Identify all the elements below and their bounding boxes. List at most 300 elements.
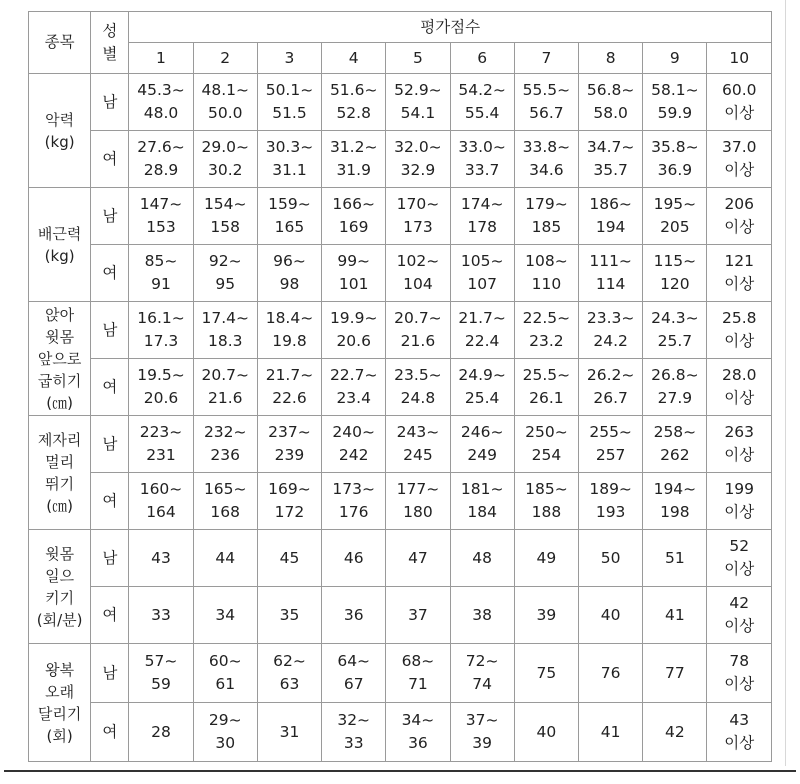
score-range-cell — [386, 587, 450, 644]
table-row — [29, 188, 772, 245]
score-range-value: 51.6~ 52.8 — [329, 81, 378, 122]
score-range-cell — [257, 359, 321, 416]
event-name: 배근력 (kg) — [37, 224, 82, 265]
score-range-cell — [257, 703, 321, 762]
gender-label: 남 — [102, 206, 118, 225]
score-range-value: 165~ 168 — [203, 480, 247, 521]
score-range-value: 17.4~ 18.3 — [201, 309, 249, 350]
gender-cell — [91, 473, 129, 530]
score-range-value: 36 — [343, 605, 364, 624]
score-range-cell — [707, 473, 772, 530]
event-name-cell — [29, 302, 91, 416]
score-range-cell — [514, 587, 578, 644]
table-row — [29, 587, 772, 644]
event-name-cell — [29, 188, 91, 302]
score-range-cell — [386, 703, 450, 762]
score-range-value: 41 — [600, 722, 621, 741]
score-range-value: 19.9~ 20.6 — [329, 309, 378, 350]
score-range-value: 34.7~ 35.7 — [586, 138, 635, 179]
table-row — [29, 131, 772, 188]
gender-cell — [91, 416, 129, 473]
score-range-value: 52 이상 — [724, 537, 755, 578]
score-range-cell — [707, 188, 772, 245]
gender-label: 여 — [102, 263, 118, 282]
score-range-cell — [514, 416, 578, 473]
gender-cell — [91, 703, 129, 762]
score-range-cell — [450, 359, 514, 416]
score-range-value: 177~ 180 — [396, 480, 440, 521]
score-range-value: 169~ 172 — [268, 480, 311, 521]
score-range-cell — [129, 473, 193, 530]
score-range-value: 32.0~ 32.9 — [394, 138, 442, 179]
score-range-value: 19.5~ 20.6 — [137, 366, 185, 407]
score-range-cell — [707, 359, 772, 416]
score-range-cell — [322, 359, 386, 416]
score-range-value: 199 이상 — [724, 480, 755, 521]
score-range-cell — [386, 359, 450, 416]
score-header-10: 10 — [707, 43, 772, 74]
header-row-2 — [29, 43, 772, 74]
score-range-value: 246~ 249 — [460, 423, 504, 464]
score-range-cell — [386, 245, 450, 302]
score-range-value: 23.5~ 24.8 — [394, 366, 442, 407]
score-range-value: 240~ 242 — [332, 423, 375, 464]
score-range-cell — [322, 188, 386, 245]
gender-label: 여 — [102, 605, 118, 624]
score-range-value: 31.2~ 31.9 — [329, 138, 378, 179]
score-header-7: 7 — [514, 43, 578, 74]
score-range-value: 111~ 114 — [589, 252, 632, 293]
score-range-cell — [129, 74, 193, 131]
score-range-value: 179~ 185 — [525, 195, 568, 236]
score-range-value: 44 — [215, 548, 236, 567]
score-range-cell — [514, 302, 578, 359]
score-range-cell — [193, 188, 257, 245]
score-range-value: 26.2~ 26.7 — [586, 366, 635, 407]
score-range-cell — [579, 74, 643, 131]
score-range-value: 29.0~ 30.2 — [201, 138, 249, 179]
score-range-cell — [193, 359, 257, 416]
score-range-cell — [257, 473, 321, 530]
score-range-value: 34~ 36 — [401, 711, 435, 752]
score-range-value: 147~ 153 — [139, 195, 183, 236]
score-range-cell — [579, 530, 643, 587]
score-range-value: 21.7~ 22.6 — [265, 366, 314, 407]
score-range-cell — [514, 359, 578, 416]
table-row — [29, 703, 772, 762]
score-range-value: 96~ 98 — [273, 252, 306, 293]
score-range-cell — [450, 644, 514, 703]
score-range-value: 75 — [536, 663, 557, 682]
score-range-cell — [129, 644, 193, 703]
score-range-cell — [129, 530, 193, 587]
score-range-cell — [643, 188, 707, 245]
event-column-header: 종목 — [29, 12, 91, 74]
score-range-cell — [514, 703, 578, 762]
score-range-cell — [450, 530, 514, 587]
score-range-value: 50 — [600, 548, 621, 567]
score-range-value: 50.1~ 51.5 — [265, 81, 314, 122]
header-row-1 — [29, 12, 772, 43]
score-range-value: 39 — [536, 605, 557, 624]
table-row — [29, 644, 772, 703]
score-range-value: 57~ 59 — [144, 652, 178, 693]
score-range-value: 121 이상 — [724, 252, 755, 293]
bottom-rule — [4, 770, 796, 772]
score-range-value: 37 — [408, 605, 428, 624]
score-range-value: 108~ 110 — [525, 252, 568, 293]
score-range-value: 60~ 61 — [208, 652, 242, 693]
score-range-value: 46 — [343, 548, 364, 567]
score-range-value: 181~ 184 — [460, 480, 504, 521]
score-range-value: 174~ 178 — [460, 195, 504, 236]
score-range-cell — [129, 359, 193, 416]
gender-cell — [91, 74, 129, 131]
score-range-cell — [579, 416, 643, 473]
score-range-value: 263 이상 — [724, 423, 755, 464]
score-range-value: 38 — [472, 605, 493, 624]
event-name: 악력 (kg) — [44, 110, 75, 151]
score-range-value: 68~ 71 — [401, 652, 435, 693]
score-range-cell — [579, 302, 643, 359]
score-header-6: 6 — [450, 43, 514, 74]
table-row — [29, 416, 772, 473]
score-range-cell — [322, 416, 386, 473]
gender-cell — [91, 359, 129, 416]
score-range-value: 24.9~ 25.4 — [458, 366, 506, 407]
score-range-value: 31 — [279, 722, 300, 741]
score-range-value: 189~ 193 — [589, 480, 632, 521]
table-row — [29, 530, 772, 587]
score-range-cell — [386, 530, 450, 587]
score-range-cell — [257, 530, 321, 587]
score-range-cell — [193, 302, 257, 359]
score-range-value: 42 이상 — [724, 594, 755, 635]
score-range-cell — [193, 74, 257, 131]
score-range-cell — [386, 131, 450, 188]
score-range-cell — [322, 473, 386, 530]
score-range-value: 56.8~ 58.0 — [586, 81, 635, 122]
score-range-cell — [514, 131, 578, 188]
score-range-cell — [643, 302, 707, 359]
score-range-value: 195~ 205 — [653, 195, 697, 236]
score-range-cell — [386, 473, 450, 530]
table-row — [29, 302, 772, 359]
score-range-value: 42 — [665, 722, 685, 741]
score-range-value: 40 — [536, 722, 557, 741]
gender-label: 여 — [102, 149, 118, 168]
gender-label: 여 — [102, 377, 118, 396]
score-range-cell — [193, 703, 257, 762]
event-name-cell — [29, 74, 91, 188]
score-range-cell — [643, 587, 707, 644]
score-range-value: 35.8~ 36.9 — [651, 138, 699, 179]
score-range-cell — [514, 74, 578, 131]
score-range-cell — [322, 703, 386, 762]
score-range-value: 25.5~ 26.1 — [522, 366, 571, 407]
score-range-value: 92~ 95 — [208, 252, 242, 293]
score-header-1: 1 — [129, 43, 193, 74]
gender-cell — [91, 302, 129, 359]
gender-label: 남 — [102, 663, 118, 682]
gender-label: 여 — [102, 722, 118, 741]
score-range-value: 32~ 33 — [337, 711, 371, 752]
score-range-cell — [643, 74, 707, 131]
score-range-value: 20.7~ 21.6 — [394, 309, 442, 350]
score-range-value: 22.5~ 23.2 — [522, 309, 571, 350]
score-range-value: 49 — [536, 548, 557, 567]
score-header-4: 4 — [322, 43, 386, 74]
score-range-cell — [129, 703, 193, 762]
event-name-cell — [29, 644, 91, 762]
score-range-value: 255~ 257 — [589, 423, 632, 464]
score-range-cell — [514, 530, 578, 587]
score-range-value: 33.8~ 34.6 — [522, 138, 571, 179]
score-range-cell — [129, 245, 193, 302]
score-range-cell — [707, 245, 772, 302]
score-range-cell — [386, 188, 450, 245]
score-range-cell — [707, 530, 772, 587]
score-range-cell — [257, 644, 321, 703]
score-range-cell — [514, 188, 578, 245]
score-range-cell — [643, 359, 707, 416]
score-range-value: 40 — [600, 605, 621, 624]
score-range-value: 51 — [665, 548, 685, 567]
score-range-cell — [129, 587, 193, 644]
score-range-value: 77 — [665, 663, 685, 682]
score-range-value: 48 — [472, 548, 493, 567]
score-range-value: 22.7~ 23.4 — [329, 366, 378, 407]
score-range-value: 30.3~ 31.1 — [265, 138, 314, 179]
score-range-cell — [643, 703, 707, 762]
gender-column-header: 성 별 — [91, 12, 129, 74]
score-range-value: 206 이상 — [724, 195, 755, 236]
score-range-value: 186~ 194 — [589, 195, 632, 236]
event-name: 제자리 멀리 뛰기 (㎝) — [37, 430, 82, 515]
event-name: 윗몸 일으 키기 (회/분) — [36, 544, 83, 629]
score-range-value: 47 — [408, 548, 428, 567]
score-range-cell — [450, 587, 514, 644]
score-range-cell — [193, 473, 257, 530]
page-edge-line — [785, 0, 786, 766]
score-range-cell — [643, 245, 707, 302]
score-range-value: 35 — [279, 605, 300, 624]
event-name-cell — [29, 530, 91, 644]
score-range-cell — [386, 74, 450, 131]
score-range-value: 26.8~ 27.9 — [651, 366, 699, 407]
score-range-value: 18.4~ 19.8 — [265, 309, 314, 350]
score-range-cell — [643, 530, 707, 587]
score-range-value: 258~ 262 — [653, 423, 697, 464]
score-range-cell — [579, 359, 643, 416]
score-range-cell — [707, 703, 772, 762]
score-range-value: 21.7~ 22.4 — [458, 309, 506, 350]
score-range-cell — [193, 416, 257, 473]
score-range-value: 52.9~ 54.1 — [394, 81, 442, 122]
table-row — [29, 473, 772, 530]
score-range-cell — [129, 416, 193, 473]
score-range-value: 33 — [151, 605, 171, 624]
score-range-cell — [579, 245, 643, 302]
score-range-value: 60.0 이상 — [721, 81, 757, 122]
score-range-cell — [322, 245, 386, 302]
score-range-value: 37.0 이상 — [721, 138, 757, 179]
score-range-value: 28.0 이상 — [721, 366, 757, 407]
score-range-cell — [450, 703, 514, 762]
score-range-cell — [386, 416, 450, 473]
score-range-value: 45.3~ 48.0 — [137, 81, 185, 122]
score-range-cell — [257, 74, 321, 131]
score-range-value: 45 — [279, 548, 300, 567]
table-row — [29, 359, 772, 416]
score-range-cell — [514, 245, 578, 302]
score-range-cell — [450, 74, 514, 131]
score-range-value: 173~ 176 — [332, 480, 375, 521]
score-range-cell — [707, 74, 772, 131]
score-header-3: 3 — [257, 43, 321, 74]
score-range-cell — [386, 644, 450, 703]
score-range-cell — [129, 302, 193, 359]
score-range-cell — [257, 188, 321, 245]
score-header-2: 2 — [193, 43, 257, 74]
score-range-value: 232~ 236 — [203, 423, 247, 464]
score-range-value: 166~ 169 — [332, 195, 375, 236]
score-group-header: 평가점수 — [129, 12, 772, 43]
score-range-value: 237~ 239 — [268, 423, 311, 464]
score-range-value: 43 — [151, 548, 171, 567]
score-range-value: 159~ 165 — [268, 195, 311, 236]
score-range-cell — [322, 302, 386, 359]
gender-cell — [91, 587, 129, 644]
fitness-score-table — [28, 11, 772, 762]
gender-cell — [91, 188, 129, 245]
event-name: 왕복 오래 달리기 (회) — [37, 660, 82, 745]
score-range-value: 99~ 101 — [337, 252, 371, 293]
score-range-value: 20.7~ 21.6 — [201, 366, 249, 407]
score-range-value: 170~ 173 — [396, 195, 440, 236]
score-range-value: 25.8 이상 — [721, 309, 757, 350]
score-range-cell — [707, 587, 772, 644]
score-range-cell — [579, 587, 643, 644]
score-range-value: 105~ 107 — [460, 252, 504, 293]
score-range-cell — [257, 131, 321, 188]
score-range-value: 54.2~ 55.4 — [458, 81, 506, 122]
score-range-value: 115~ 120 — [653, 252, 697, 293]
score-range-cell — [450, 245, 514, 302]
score-header-5: 5 — [386, 43, 450, 74]
gender-cell — [91, 644, 129, 703]
gender-label: 여 — [102, 491, 118, 510]
score-range-cell — [450, 473, 514, 530]
score-range-cell — [322, 530, 386, 587]
score-range-value: 23.3~ 24.2 — [586, 309, 635, 350]
score-range-cell — [579, 473, 643, 530]
score-range-cell — [514, 644, 578, 703]
score-range-cell — [643, 416, 707, 473]
score-range-cell — [193, 530, 257, 587]
score-range-cell — [322, 131, 386, 188]
score-header-8: 8 — [579, 43, 643, 74]
score-range-value: 41 — [665, 605, 685, 624]
table-row — [29, 74, 772, 131]
table-row — [29, 245, 772, 302]
score-range-value: 102~ 104 — [396, 252, 440, 293]
score-range-value: 43 이상 — [724, 711, 755, 752]
score-range-cell — [257, 587, 321, 644]
event-name-cell — [29, 416, 91, 530]
score-range-cell — [322, 587, 386, 644]
score-range-value: 24.3~ 25.7 — [651, 309, 699, 350]
score-range-value: 76 — [600, 663, 621, 682]
score-range-value: 250~ 254 — [525, 423, 568, 464]
score-range-cell — [450, 131, 514, 188]
score-range-cell — [643, 644, 707, 703]
score-range-value: 194~ 198 — [653, 480, 697, 521]
score-range-value: 34 — [215, 605, 236, 624]
event-name: 앉아 윗몸 앞으로 굽히기 (㎝) — [37, 305, 82, 412]
score-range-cell — [450, 188, 514, 245]
score-range-value: 64~ 67 — [337, 652, 371, 693]
score-range-value: 29~ 30 — [208, 711, 242, 752]
score-range-cell — [129, 188, 193, 245]
score-range-cell — [579, 131, 643, 188]
score-range-value: 72~ 74 — [465, 652, 499, 693]
gender-cell — [91, 530, 129, 587]
score-range-cell — [257, 302, 321, 359]
score-range-cell — [707, 302, 772, 359]
score-range-value: 28 — [151, 722, 171, 741]
gender-label: 남 — [102, 434, 118, 453]
score-range-cell — [707, 416, 772, 473]
score-range-cell — [129, 131, 193, 188]
score-range-cell — [643, 131, 707, 188]
score-range-value: 62~ 63 — [273, 652, 306, 693]
gender-label: 남 — [102, 320, 118, 339]
score-range-cell — [579, 188, 643, 245]
score-range-value: 160~ 164 — [139, 480, 183, 521]
score-range-value: 223~ 231 — [139, 423, 183, 464]
score-range-cell — [579, 644, 643, 703]
score-range-cell — [386, 302, 450, 359]
score-range-cell — [257, 416, 321, 473]
score-range-value: 85~ 91 — [144, 252, 178, 293]
score-range-cell — [450, 416, 514, 473]
score-range-cell — [193, 644, 257, 703]
score-range-cell — [707, 644, 772, 703]
score-range-cell — [643, 473, 707, 530]
gender-cell — [91, 131, 129, 188]
score-range-value: 33.0~ 33.7 — [458, 138, 506, 179]
score-range-cell — [193, 245, 257, 302]
score-range-value: 55.5~ 56.7 — [522, 81, 571, 122]
gender-label: 남 — [102, 548, 118, 567]
score-range-cell — [193, 587, 257, 644]
score-range-cell — [193, 131, 257, 188]
score-range-value: 16.1~ 17.3 — [137, 309, 185, 350]
score-range-value: 48.1~ 50.0 — [201, 81, 249, 122]
gender-cell — [91, 245, 129, 302]
score-range-cell — [322, 644, 386, 703]
score-range-value: 154~ 158 — [203, 195, 247, 236]
score-range-cell — [450, 302, 514, 359]
score-range-value: 58.1~ 59.9 — [651, 81, 699, 122]
score-range-cell — [579, 703, 643, 762]
score-range-cell — [707, 131, 772, 188]
score-range-cell — [514, 473, 578, 530]
score-range-value: 27.6~ 28.9 — [137, 138, 185, 179]
gender-label: 남 — [102, 92, 118, 111]
score-range-cell — [257, 245, 321, 302]
